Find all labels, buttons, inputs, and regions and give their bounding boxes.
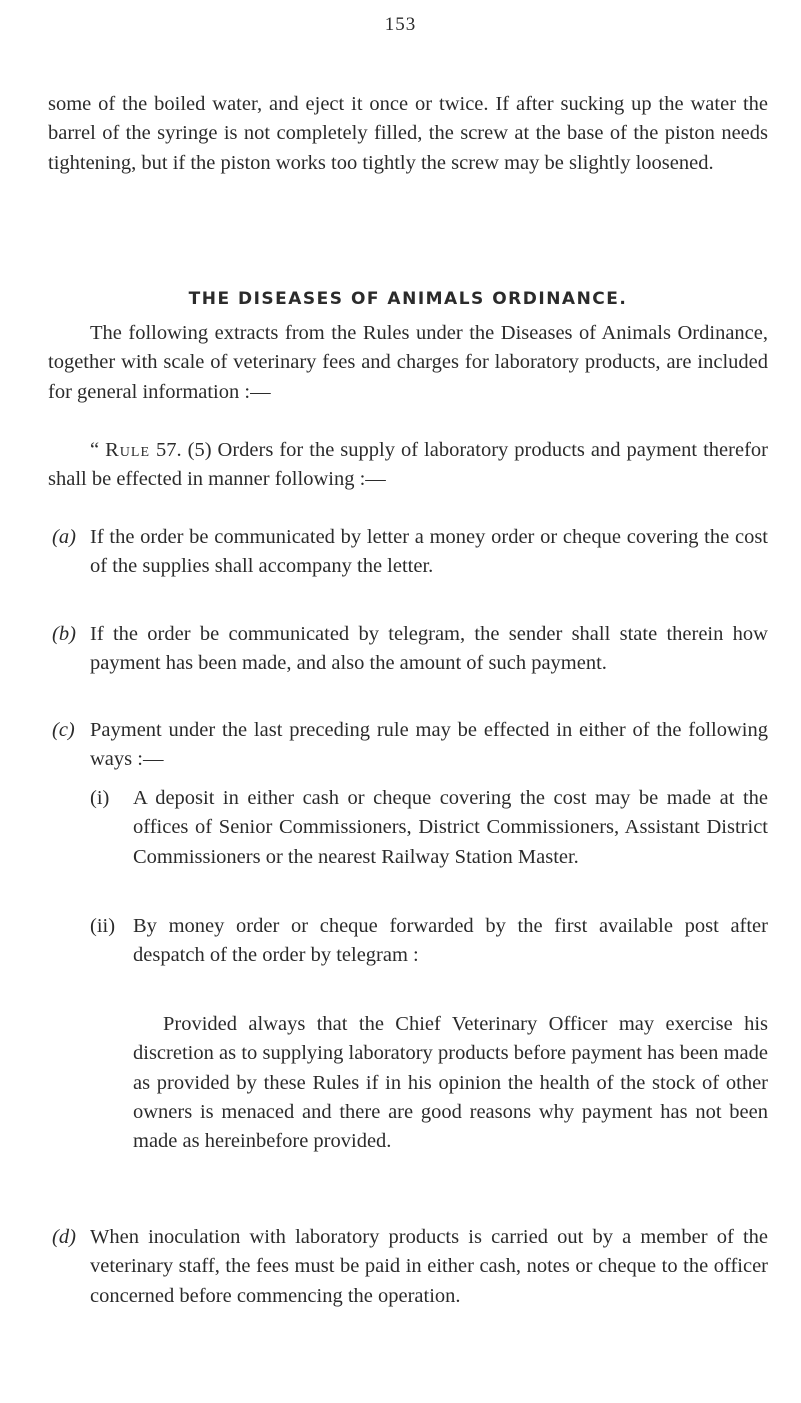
page-number: 153 — [384, 14, 417, 35]
intro-paragraph: some of the boiled water, and eject it once or twice. If after sucking up the water the barrel of the syringe is not completely filled, the screw at the base of the piston needs tightening, but if the piston works too tightly the screw may be slightly loosened. — [48, 93, 768, 174]
item-a-text: If the order be communicated by letter a money order or cheque covering the cost of the supplies shall accompany the letter. — [90, 526, 768, 578]
subitem-label-i: (i) — [90, 787, 110, 809]
item-label-c: (c) — [52, 719, 75, 741]
item-d-text: When inoculation with laboratory products is carried out by a member of the veterinary staff, the fees must be paid in either cash, notes or cheque to the officer concerned before commencing the operation. — [90, 1226, 768, 1307]
item-label-a: (a) — [52, 526, 76, 548]
section-heading: THE DISEASES OF ANIMALS ORDINANCE. — [188, 289, 628, 309]
item-label-d: (d) — [52, 1226, 76, 1248]
item-label-b: (b) — [52, 623, 76, 645]
rule-word: Rule — [105, 439, 150, 461]
proviso-paragraph: Provided always that the Chief Veterinary Officer may exercise his discretion as to supplying laboratory products before payment has been made as provided by these Rules if in his opinion the health of the stock of other owners is menaced and there are good reasons why payment has not been made as hereinbefore provided. — [133, 1013, 768, 1153]
preamble-paragraph: The following extracts from the Rules under the Diseases of Animals Ordinance, together with scale of veterinary fees and charges for laboratory products, are included for general information :— — [48, 322, 768, 403]
rule-text: 57. (5) Orders for the supply of laboratory products and payment therefor shall be effected in manner following :— — [48, 439, 768, 491]
item-c-text: Payment under the last preceding rule may be effected in either of the following ways :— — [90, 719, 768, 771]
subitem-label-ii: (ii) — [90, 915, 116, 937]
item-b-text: If the order be communicated by telegram, the sender shall state therein how payment has been made, and also the amount of such payment. — [90, 623, 768, 675]
subitem-i-text: A deposit in either cash or cheque covering the cost may be made at the offices of Senior Commissioners, District Commissioners, Assistant District Commissioners or the nearest Railway Station Master. — [133, 787, 768, 868]
rule-57-paragraph — [48, 436, 768, 495]
rule-open-quote: “ — [90, 439, 106, 461]
subitem-ii-text: By money order or cheque forwarded by the first available post after despatch of the order by telegram : — [133, 915, 768, 967]
